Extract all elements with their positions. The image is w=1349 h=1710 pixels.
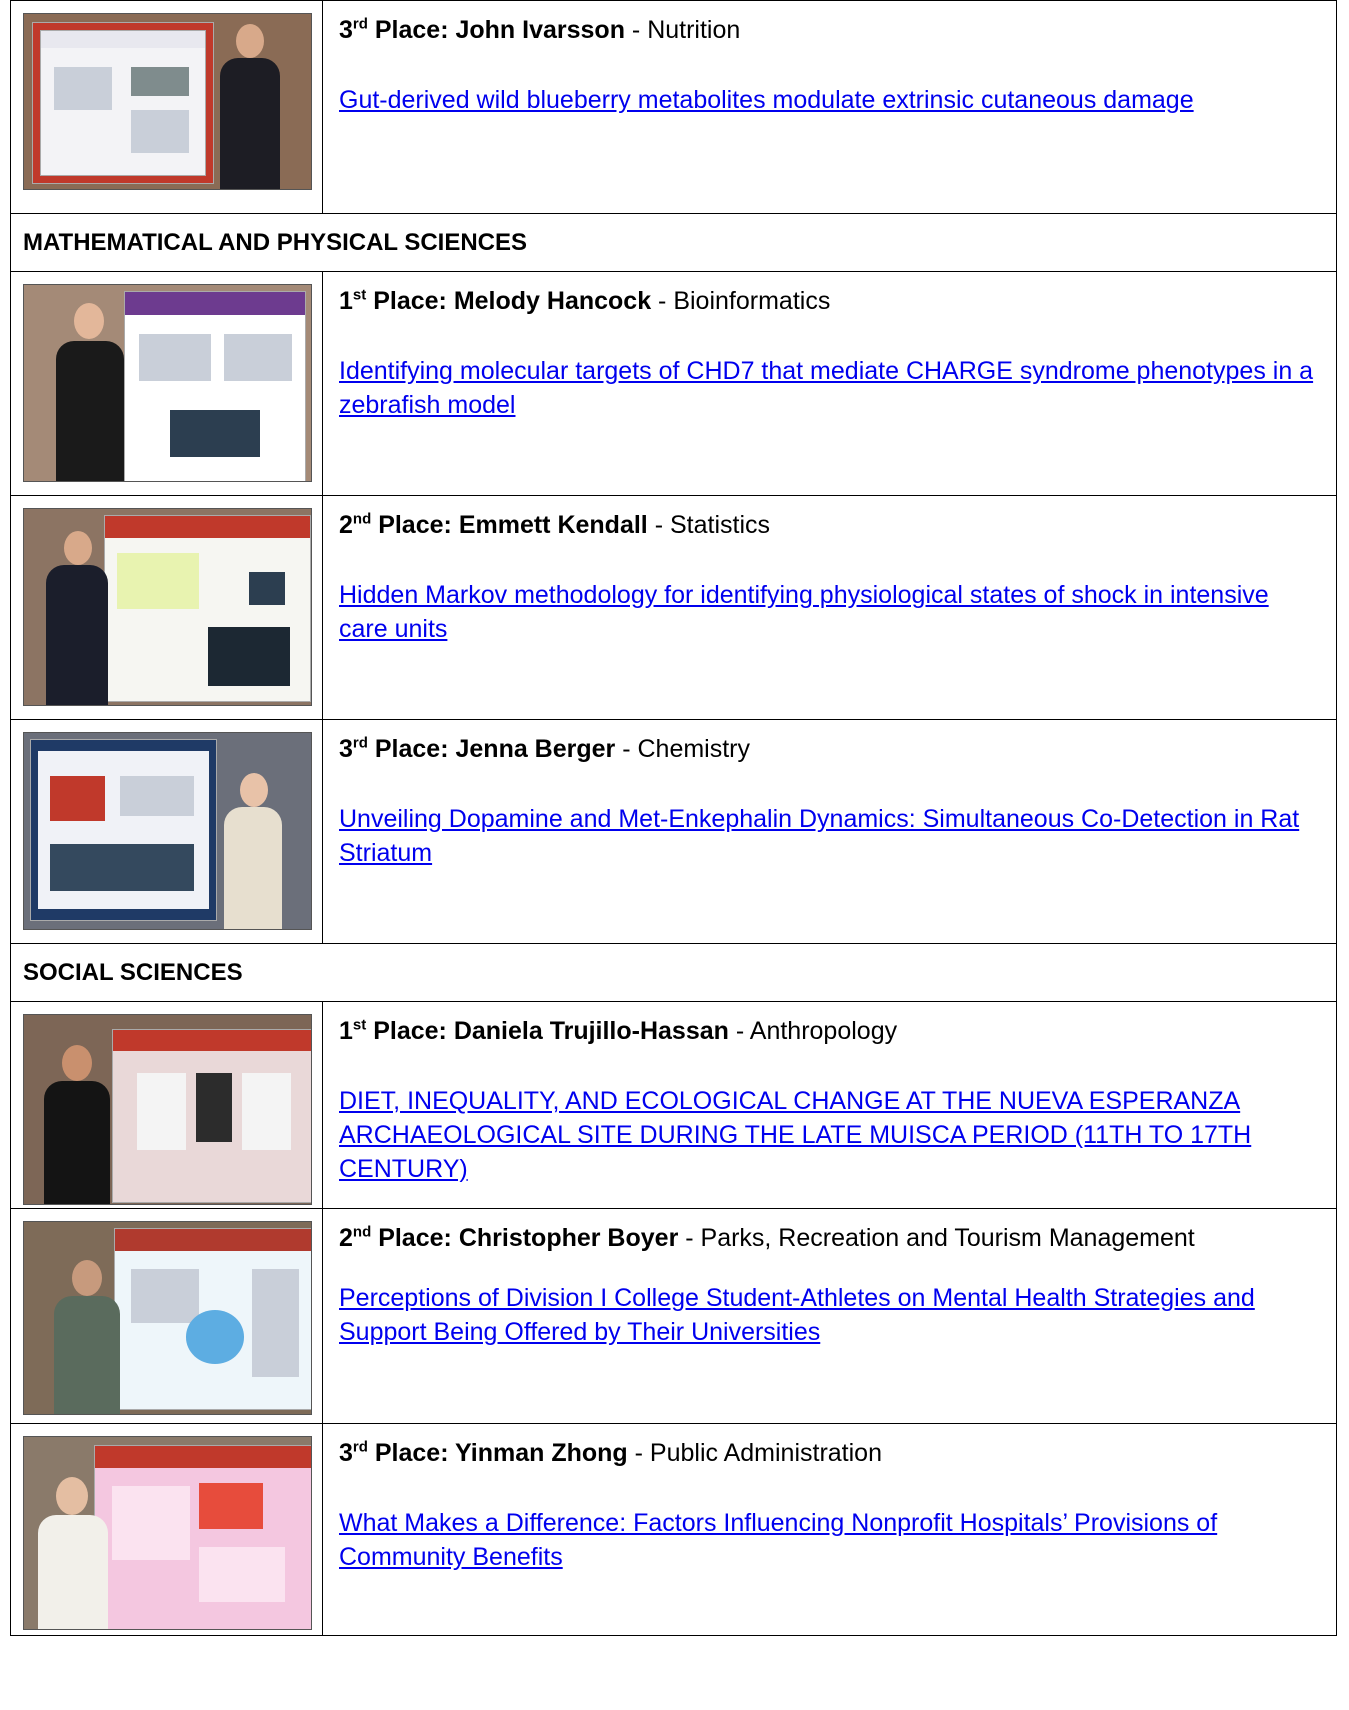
separator: -	[651, 287, 674, 315]
winner-photo	[23, 1221, 312, 1415]
section-header-row	[11, 214, 1337, 272]
place-ordinal: rd	[352, 15, 368, 33]
place-number: 1	[339, 1017, 353, 1045]
photo-cell	[11, 1, 323, 214]
place-number: 3	[339, 16, 353, 44]
award-row	[11, 496, 1337, 720]
place-word: Place:	[374, 16, 449, 44]
place-line	[339, 284, 1322, 318]
place-ordinal: nd	[352, 510, 372, 528]
section-title: SOCIAL SCIENCES	[23, 958, 243, 986]
place-line	[339, 732, 1322, 766]
winner-name: Christopher Boyer	[458, 1224, 679, 1252]
award-row	[11, 1, 1337, 214]
project-title-link[interactable]: Hidden Markov methodology for identifying physiological states of shock in intensive care units	[339, 581, 1269, 643]
award-details	[323, 1002, 1337, 1209]
section-cell	[11, 944, 1337, 1002]
award-row	[11, 720, 1337, 944]
winner-photo	[23, 284, 312, 482]
place-number: 2	[339, 1224, 353, 1252]
award-details	[323, 1209, 1337, 1424]
photo-cell	[11, 1002, 323, 1209]
winner-photo	[23, 13, 312, 190]
place-number: 3	[339, 1439, 353, 1467]
separator: -	[627, 1439, 650, 1467]
separator: -	[647, 511, 670, 539]
award-row	[11, 1424, 1337, 1636]
winner-photo	[23, 508, 312, 706]
place-ordinal: st	[352, 1016, 367, 1034]
separator: -	[624, 16, 648, 44]
place-ordinal: nd	[352, 1223, 372, 1241]
field-label: Statistics	[669, 511, 770, 539]
project-title-link[interactable]: DIET, INEQUALITY, AND ECOLOGICAL CHANGE AT THE NUEVA ESPERANZA ARCHAEOLOGICAL SITE DURING THE LATE MUISCA PERIOD (11TH TO 17TH CENTURY)	[339, 1087, 1252, 1183]
place-ordinal: st	[352, 286, 367, 304]
award-details	[323, 720, 1337, 944]
field-label: Nutrition	[647, 16, 741, 44]
place-ordinal: rd	[352, 734, 368, 752]
project-title-link[interactable]: Identifying molecular targets of CHD7 that mediate CHARGE syndrome phenotypes in a zebrafish model	[339, 357, 1314, 419]
winner-name: Emmett Kendall	[458, 511, 648, 539]
project-title-link[interactable]: What Makes a Difference: Factors Influencing Nonprofit Hospitals’ Provisions of Community Benefits	[339, 1509, 1218, 1571]
place-line	[339, 1221, 1322, 1255]
field-label: Parks, Recreation and Tourism Management	[700, 1224, 1195, 1252]
place-word: Place:	[378, 511, 452, 539]
award-details	[323, 272, 1337, 496]
award-details	[323, 1424, 1337, 1636]
separator: -	[678, 1224, 701, 1252]
photo-cell	[11, 496, 323, 720]
place-line	[339, 1014, 1322, 1048]
place-line	[339, 13, 1322, 47]
section-header-row	[11, 944, 1337, 1002]
award-row	[11, 1209, 1337, 1424]
separator: -	[615, 735, 638, 763]
photo-cell	[11, 1424, 323, 1636]
field-label: Anthropology	[749, 1017, 898, 1045]
place-number: 1	[339, 287, 353, 315]
field-label: Public Administration	[649, 1439, 882, 1467]
place-line	[339, 1436, 1322, 1470]
awards-table	[10, 0, 1337, 1636]
place-number: 2	[339, 511, 353, 539]
field-label: Chemistry	[637, 735, 751, 763]
place-line	[339, 508, 1322, 542]
photo-cell	[11, 1209, 323, 1424]
winner-name: Daniela Trujillo-Hassan	[453, 1017, 729, 1045]
award-details	[323, 496, 1337, 720]
place-word: Place:	[373, 287, 447, 315]
section-title: MATHEMATICAL AND PHYSICAL SCIENCES	[23, 228, 528, 256]
field-label: Bioinformatics	[673, 287, 831, 315]
winner-name: Melody Hancock	[453, 287, 652, 315]
place-word: Place:	[374, 735, 449, 763]
project-title-link[interactable]: Gut-derived wild blueberry metabolites modulate extrinsic cutaneous damage	[339, 86, 1194, 114]
place-word: Place:	[378, 1224, 452, 1252]
place-ordinal: rd	[352, 1438, 368, 1456]
award-row	[11, 1002, 1337, 1209]
section-cell	[11, 214, 1337, 272]
winner-photo	[23, 1014, 312, 1205]
winner-photo	[23, 732, 312, 930]
award-row	[11, 272, 1337, 496]
project-title-link[interactable]: Unveiling Dopamine and Met-Enkephalin Dynamics: Simultaneous Co-Detection in Rat Striatum	[339, 805, 1300, 867]
winner-name: Yinman Zhong	[455, 1439, 628, 1467]
place-word: Place:	[373, 1017, 447, 1045]
winner-photo	[23, 1436, 312, 1630]
separator: -	[728, 1017, 750, 1045]
place-word: Place:	[374, 1439, 449, 1467]
winner-name: Jenna Berger	[455, 735, 616, 763]
award-details	[323, 1, 1337, 214]
project-title-link[interactable]: Perceptions of Division I College Student-Athletes on Mental Health Strategies and Support Being Offered by Their Universities	[339, 1284, 1255, 1346]
photo-cell	[11, 272, 323, 496]
place-number: 3	[339, 735, 353, 763]
photo-cell	[11, 720, 323, 944]
winner-name: John Ivarsson	[455, 16, 625, 44]
